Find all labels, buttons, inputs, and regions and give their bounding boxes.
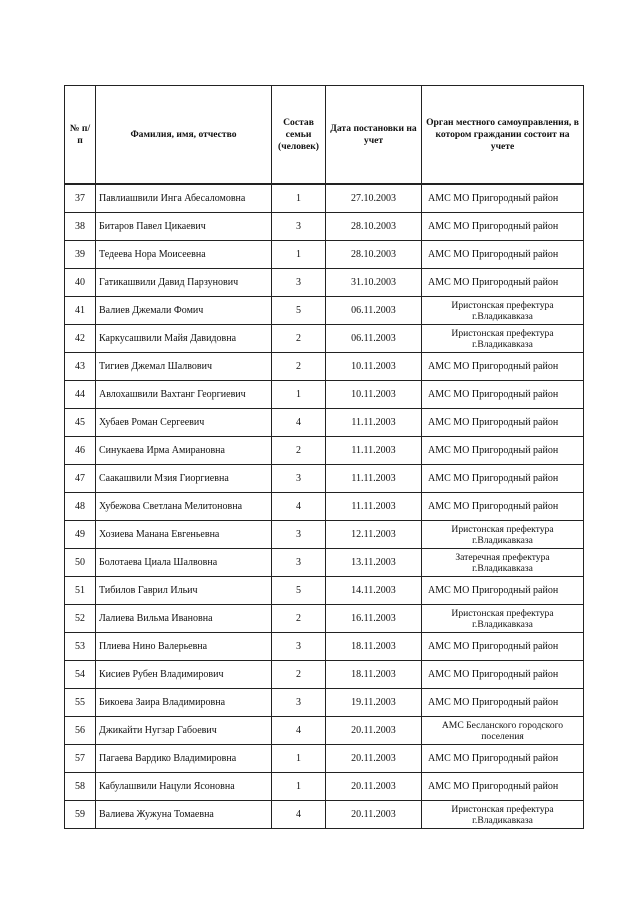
family-size-cell: 3	[272, 549, 326, 577]
row-number-cell: 46	[65, 437, 96, 465]
table-row	[65, 717, 584, 745]
full-name-cell: Пагаева Вардико Владимировна	[96, 745, 272, 773]
family-size-cell: 2	[272, 353, 326, 381]
family-size-cell: 3	[272, 689, 326, 717]
full-name-cell: Павлиашвили Инга Абесаломовна	[96, 185, 272, 213]
authority-cell: АМС МО Пригородный район	[422, 269, 584, 297]
family-size-cell: 1	[272, 241, 326, 269]
registration-date-cell: 13.11.2003	[326, 549, 422, 577]
authority-cell: АМС МО Пригородный район	[422, 437, 584, 465]
row-number-cell: 49	[65, 521, 96, 549]
family-size-cell: 3	[272, 521, 326, 549]
full-name-cell: Кисиев Рубен Владимирович	[96, 661, 272, 689]
table-row	[65, 549, 584, 577]
row-number-cell: 54	[65, 661, 96, 689]
full-name-cell: Тедеева Нора Моисеевна	[96, 241, 272, 269]
registration-date-cell: 28.10.2003	[326, 213, 422, 241]
table-row	[65, 521, 584, 549]
header-full-name: Фамилия, имя, отчество	[96, 86, 272, 184]
registration-date-cell: 28.10.2003	[326, 241, 422, 269]
family-size-cell: 5	[272, 297, 326, 325]
family-size-cell: 1	[272, 381, 326, 409]
full-name-cell: Валиева Жужуна Томаевна	[96, 801, 272, 829]
authority-cell: АМС МО Пригородный район	[422, 185, 584, 213]
registration-date-cell: 11.11.2003	[326, 437, 422, 465]
authority-cell: АМС МО Пригородный район	[422, 745, 584, 773]
registration-date-cell: 14.11.2003	[326, 577, 422, 605]
family-size-cell: 2	[272, 605, 326, 633]
table-row	[65, 213, 584, 241]
row-number-cell: 44	[65, 381, 96, 409]
authority-cell: АМС МО Пригородный район	[422, 381, 584, 409]
registration-date-cell: 20.11.2003	[326, 801, 422, 829]
authority-cell: Затеречная префектура г.Владикавказа	[422, 549, 584, 577]
full-name-cell: Валиев Джемали Фомич	[96, 297, 272, 325]
family-size-cell: 1	[272, 745, 326, 773]
header-family-size: Состав семьи (человек)	[272, 86, 326, 184]
family-size-cell: 3	[272, 633, 326, 661]
full-name-cell: Саакашвили Мзия Гиоргиевна	[96, 465, 272, 493]
registration-date-cell: 20.11.2003	[326, 717, 422, 745]
table-row	[65, 801, 584, 829]
table-row	[65, 409, 584, 437]
registration-date-cell: 06.11.2003	[326, 297, 422, 325]
authority-cell: АМС Бесланского городского поселения	[422, 717, 584, 745]
row-number-cell: 47	[65, 465, 96, 493]
registration-date-cell: 10.11.2003	[326, 353, 422, 381]
authority-cell: АМС МО Пригородный район	[422, 493, 584, 521]
registration-date-cell: 20.11.2003	[326, 745, 422, 773]
full-name-cell: Хубежова Светлана Мелитоновна	[96, 493, 272, 521]
registration-date-cell: 16.11.2003	[326, 605, 422, 633]
authority-cell: АМС МО Пригородный район	[422, 661, 584, 689]
family-size-cell: 3	[272, 269, 326, 297]
row-number-cell: 43	[65, 353, 96, 381]
row-number-cell: 53	[65, 633, 96, 661]
row-number-cell: 45	[65, 409, 96, 437]
full-name-cell: Синукаева Ирма Амирановна	[96, 437, 272, 465]
family-size-cell: 5	[272, 577, 326, 605]
table-row	[65, 577, 584, 605]
registry-table	[64, 85, 584, 829]
full-name-cell: Хубаев Роман Сергеевич	[96, 409, 272, 437]
registration-date-cell: 18.11.2003	[326, 661, 422, 689]
table-header-row	[65, 86, 584, 184]
full-name-cell: Джикайти Нугзар Габоевич	[96, 717, 272, 745]
authority-cell: АМС МО Пригородный район	[422, 241, 584, 269]
full-name-cell: Бикоева Заира Владимировна	[96, 689, 272, 717]
header-authority: Орган местного самоуправления, в котором граждании состоит на учете	[422, 86, 584, 184]
table-body	[65, 184, 584, 829]
authority-cell: Иристонская префектура г.Владикавказа	[422, 297, 584, 325]
row-number-cell: 57	[65, 745, 96, 773]
full-name-cell: Плиева Нино Валерьевна	[96, 633, 272, 661]
table-row	[65, 185, 584, 213]
row-number-cell: 50	[65, 549, 96, 577]
row-number-cell: 38	[65, 213, 96, 241]
row-number-cell: 42	[65, 325, 96, 353]
authority-cell: Иристонская префектура г.Владикавказа	[422, 521, 584, 549]
row-number-cell: 48	[65, 493, 96, 521]
family-size-cell: 4	[272, 717, 326, 745]
family-size-cell: 1	[272, 773, 326, 801]
row-number-cell: 40	[65, 269, 96, 297]
table-row	[65, 241, 584, 269]
full-name-cell: Болотаева Циала Шалвовна	[96, 549, 272, 577]
family-size-cell: 2	[272, 661, 326, 689]
family-size-cell: 2	[272, 437, 326, 465]
registration-date-cell: 18.11.2003	[326, 633, 422, 661]
table-row	[65, 605, 584, 633]
table-row	[65, 633, 584, 661]
full-name-cell: Тибилов Гаврил Ильич	[96, 577, 272, 605]
family-size-cell: 4	[272, 493, 326, 521]
table-row	[65, 745, 584, 773]
authority-cell: Иристонская префектура г.Владикавказа	[422, 801, 584, 829]
full-name-cell: Лалиева Вильма Ивановна	[96, 605, 272, 633]
table-row	[65, 381, 584, 409]
row-number-cell: 39	[65, 241, 96, 269]
full-name-cell: Хозиева Манана Евгеньевна	[96, 521, 272, 549]
authority-cell: АМС МО Пригородный район	[422, 213, 584, 241]
authority-cell: АМС МО Пригородный район	[422, 465, 584, 493]
header-number: № п/п	[65, 86, 96, 184]
full-name-cell: Тигиев Джемал Шалвович	[96, 353, 272, 381]
table-row	[65, 297, 584, 325]
family-size-cell: 2	[272, 325, 326, 353]
row-number-cell: 37	[65, 185, 96, 213]
table-row	[65, 269, 584, 297]
registration-date-cell: 31.10.2003	[326, 269, 422, 297]
family-size-cell: 4	[272, 801, 326, 829]
registration-date-cell: 11.11.2003	[326, 465, 422, 493]
registration-date-cell: 27.10.2003	[326, 185, 422, 213]
table-row	[65, 661, 584, 689]
full-name-cell: Гатикашвили Давид Парзунович	[96, 269, 272, 297]
table-row	[65, 353, 584, 381]
table-row	[65, 465, 584, 493]
full-name-cell: Битаров Павел Цикаевич	[96, 213, 272, 241]
family-size-cell: 3	[272, 213, 326, 241]
full-name-cell: Каркусашвили Майя Давидовна	[96, 325, 272, 353]
family-size-cell: 4	[272, 409, 326, 437]
authority-cell: АМС МО Пригородный район	[422, 353, 584, 381]
table-row	[65, 325, 584, 353]
registration-date-cell: 11.11.2003	[326, 493, 422, 521]
table-row	[65, 437, 584, 465]
authority-cell: АМС МО Пригородный район	[422, 773, 584, 801]
row-number-cell: 58	[65, 773, 96, 801]
registration-date-cell: 20.11.2003	[326, 773, 422, 801]
table-row	[65, 689, 584, 717]
row-number-cell: 56	[65, 717, 96, 745]
authority-cell: Иристонская префектура г.Владикавказа	[422, 325, 584, 353]
table-row	[65, 493, 584, 521]
authority-cell: АМС МО Пригородный район	[422, 633, 584, 661]
registration-date-cell: 12.11.2003	[326, 521, 422, 549]
row-number-cell: 52	[65, 605, 96, 633]
family-size-cell: 1	[272, 185, 326, 213]
registration-date-cell: 06.11.2003	[326, 325, 422, 353]
table-row	[65, 773, 584, 801]
registration-date-cell: 19.11.2003	[326, 689, 422, 717]
row-number-cell: 51	[65, 577, 96, 605]
authority-cell: АМС МО Пригородный район	[422, 689, 584, 717]
row-number-cell: 59	[65, 801, 96, 829]
registration-date-cell: 10.11.2003	[326, 381, 422, 409]
family-size-cell: 3	[272, 465, 326, 493]
full-name-cell: Кабулашвили Нацули Ясоновна	[96, 773, 272, 801]
authority-cell: АМС МО Пригородный район	[422, 409, 584, 437]
authority-cell: Иристонская префектура г.Владикавказа	[422, 605, 584, 633]
header-registration-date: Дата постановки на учет	[326, 86, 422, 184]
authority-cell: АМС МО Пригородный район	[422, 577, 584, 605]
row-number-cell: 55	[65, 689, 96, 717]
registration-date-cell: 11.11.2003	[326, 409, 422, 437]
row-number-cell: 41	[65, 297, 96, 325]
full-name-cell: Авлохашвили Вахтанг Георгиевич	[96, 381, 272, 409]
